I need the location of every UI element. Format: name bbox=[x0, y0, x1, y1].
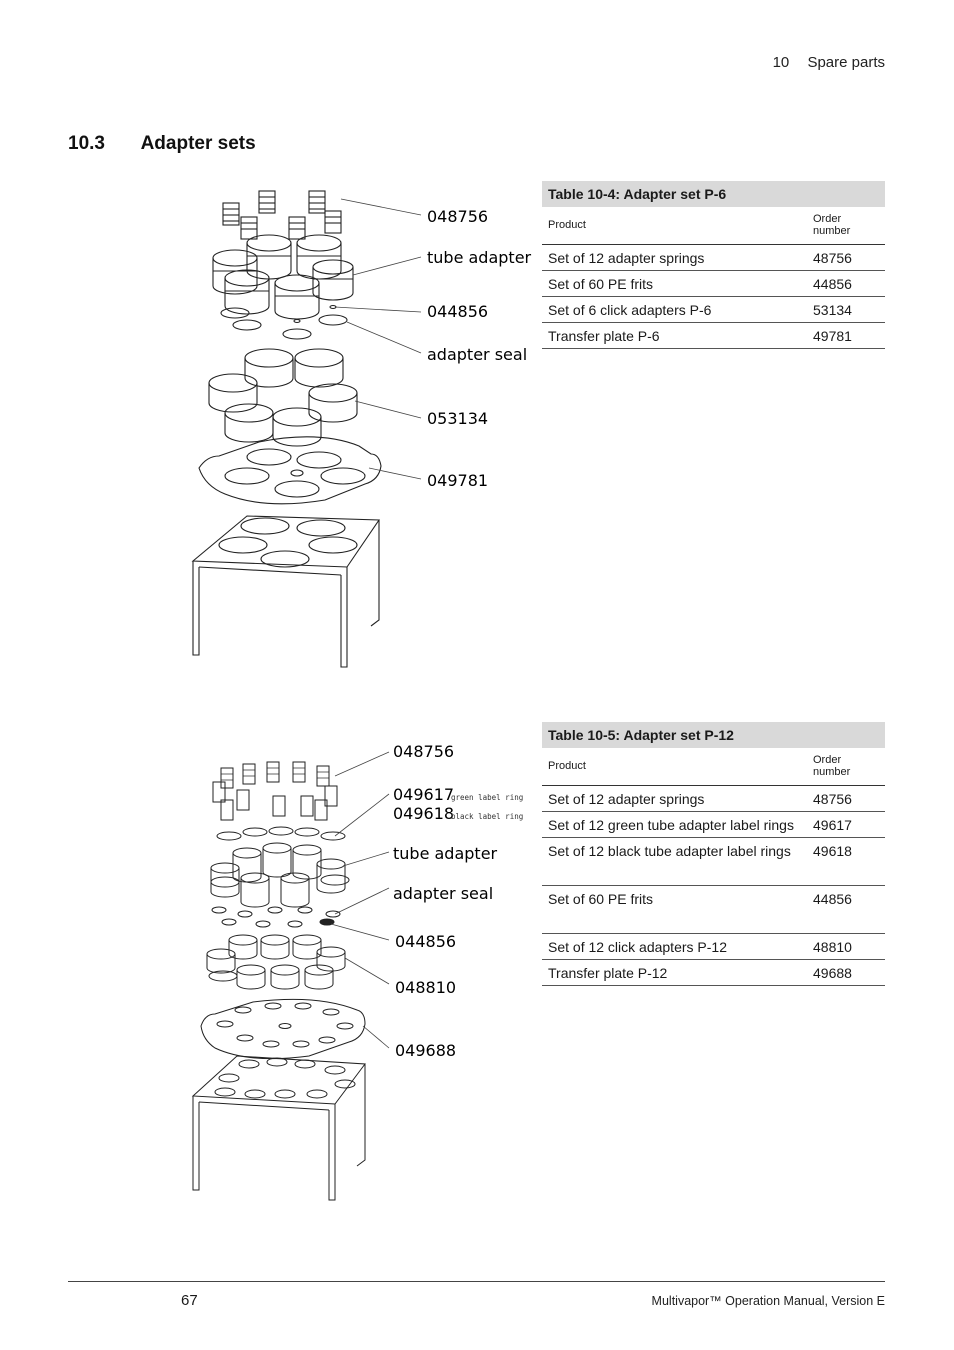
callout-label: adapter seal bbox=[393, 884, 494, 903]
callout-label: 044856 bbox=[395, 932, 457, 951]
product-cell: Set of 12 adapter springs bbox=[542, 245, 807, 271]
product-cell: Transfer plate P-6 bbox=[542, 323, 807, 349]
order-number-cell: 48756 bbox=[807, 786, 885, 812]
order-number-cell: 53134 bbox=[807, 297, 885, 323]
running-header bbox=[773, 54, 885, 71]
tube-adapter-icon bbox=[211, 843, 349, 907]
callout-label: 044856 bbox=[427, 302, 489, 321]
section-heading bbox=[68, 133, 256, 155]
label-ring-icon bbox=[217, 827, 345, 840]
product-cell: Transfer plate P-12 bbox=[542, 960, 807, 986]
product-cell: Set of 60 PE frits bbox=[542, 886, 807, 934]
table-row bbox=[542, 960, 885, 986]
tube-adapter-icon bbox=[213, 235, 353, 319]
chapter-number: 10 bbox=[772, 54, 790, 71]
adapter-seal-icon bbox=[221, 306, 347, 340]
callout-label: 049781 bbox=[427, 471, 489, 490]
callout-label: 048756 bbox=[393, 742, 455, 761]
order-number-cell: 48810 bbox=[807, 934, 885, 960]
rack-icon bbox=[193, 1056, 365, 1200]
callout-label: 049617 bbox=[393, 785, 455, 804]
callout-label: tube adapter bbox=[393, 844, 498, 863]
table-row bbox=[542, 812, 885, 838]
column-header: Order number bbox=[807, 748, 885, 786]
column-header: Product bbox=[542, 748, 807, 786]
product-cell: Set of 12 click adapters P-12 bbox=[542, 934, 807, 960]
spring-icon bbox=[213, 762, 337, 820]
callout-label: 053134 bbox=[427, 409, 489, 428]
callout-label: tube adapter bbox=[427, 248, 532, 267]
page-number: 67 bbox=[181, 1292, 198, 1309]
order-number-cell: 44856 bbox=[807, 886, 885, 934]
callout-label: adapter seal bbox=[427, 345, 528, 364]
callout-label: 049688 bbox=[395, 1041, 457, 1060]
table-row bbox=[542, 934, 885, 960]
order-number-cell: 49618 bbox=[807, 838, 885, 886]
adapter-seal-icon bbox=[212, 907, 340, 927]
spring-icon bbox=[223, 191, 341, 239]
table-row bbox=[542, 245, 885, 271]
adapter-set-p6-drawing bbox=[185, 183, 535, 673]
table-row bbox=[542, 271, 885, 297]
adapter-set-p12-drawing bbox=[185, 738, 535, 1208]
table-row bbox=[542, 838, 885, 886]
product-cell: Set of 12 black tube adapter label rings bbox=[542, 838, 807, 886]
leader-lines bbox=[335, 199, 421, 479]
product-cell: Set of 60 PE frits bbox=[542, 271, 807, 297]
column-header: Order number bbox=[807, 207, 885, 245]
callout-label: 048810 bbox=[395, 978, 457, 997]
document-title: Multivapor™ Operation Manual, Version E bbox=[651, 1294, 885, 1308]
leader-lines bbox=[331, 752, 389, 1048]
order-number-cell: 49781 bbox=[807, 323, 885, 349]
product-cell: Set of 12 green tube adapter label rings bbox=[542, 812, 807, 838]
order-number-cell: 48756 bbox=[807, 245, 885, 271]
table-row bbox=[542, 323, 885, 349]
callout-note: black label ring bbox=[451, 812, 524, 821]
adapter-set-p12-table bbox=[542, 722, 885, 986]
section-title: Adapter sets bbox=[140, 133, 256, 154]
column-header: Product bbox=[542, 207, 807, 245]
footer-divider bbox=[68, 1281, 885, 1282]
section-number: 10.3 bbox=[68, 133, 105, 154]
rack-icon bbox=[193, 516, 379, 667]
callout-label: 049618 bbox=[393, 804, 455, 823]
callout-label: 048756 bbox=[427, 207, 489, 226]
order-number-cell: 49617 bbox=[807, 812, 885, 838]
adapter-set-p6-table bbox=[542, 181, 885, 349]
click-adapter-icon bbox=[209, 349, 357, 446]
click-adapter-icon bbox=[207, 935, 345, 989]
table-row bbox=[542, 297, 885, 323]
table-caption: Table 10-5: Adapter set P-12 bbox=[542, 722, 885, 748]
table-row bbox=[542, 786, 885, 812]
transfer-plate-icon bbox=[201, 999, 365, 1058]
order-number-cell: 44856 bbox=[807, 271, 885, 297]
product-cell: Set of 12 adapter springs bbox=[542, 786, 807, 812]
table-caption: Table 10-4: Adapter set P-6 bbox=[542, 181, 885, 207]
chapter-title: Spare parts bbox=[807, 54, 885, 71]
product-cell: Set of 6 click adapters P-6 bbox=[542, 297, 807, 323]
table-row bbox=[542, 886, 885, 934]
callout-note: green label ring bbox=[451, 793, 524, 802]
transfer-plate-icon bbox=[199, 437, 381, 504]
order-number-cell: 49688 bbox=[807, 960, 885, 986]
